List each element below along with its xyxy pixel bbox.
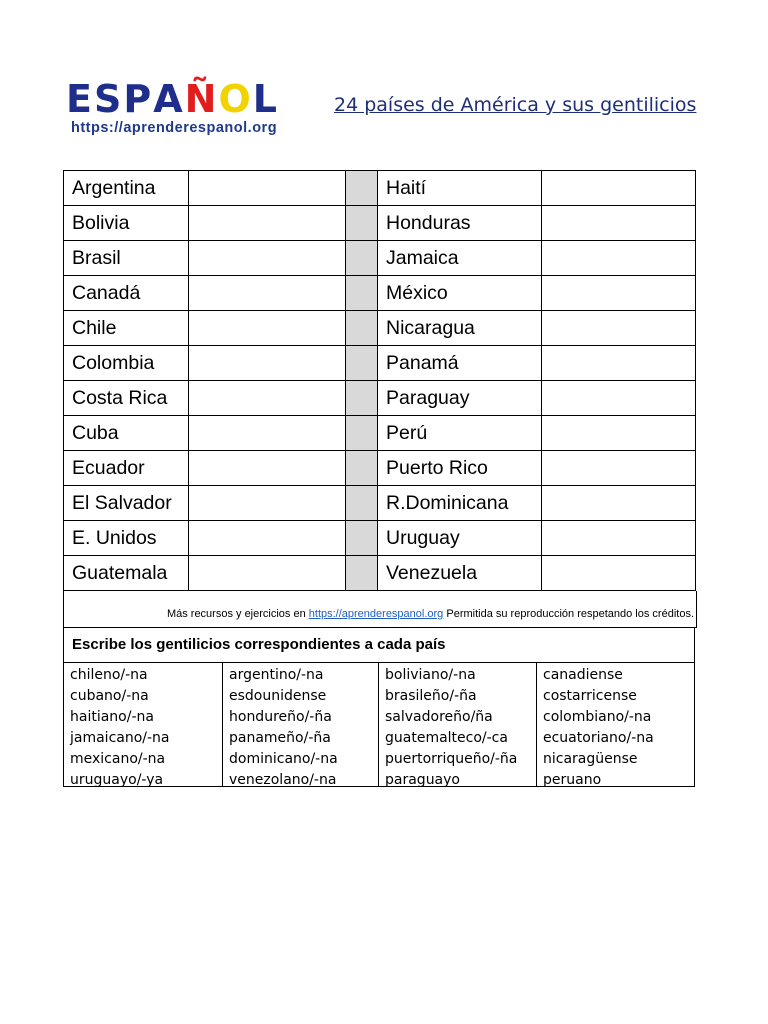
separator-cell bbox=[346, 521, 378, 556]
country-row bbox=[64, 416, 696, 451]
gentilicio-item: chileno/-na bbox=[70, 667, 148, 683]
countries-table bbox=[63, 170, 696, 591]
logo-wordmark bbox=[66, 77, 279, 121]
separator-cell bbox=[346, 451, 378, 486]
answer-cell[interactable] bbox=[189, 171, 346, 206]
logo-letter: L bbox=[252, 77, 279, 121]
country-name: Nicaragua bbox=[378, 311, 542, 346]
country-name: Cuba bbox=[64, 416, 189, 451]
gentilicio-item: mexicano/-na bbox=[70, 751, 166, 767]
country-row bbox=[64, 556, 696, 591]
gentilicio-item: haitiano/-na bbox=[70, 709, 154, 725]
answer-cell[interactable] bbox=[542, 171, 696, 206]
gentilicio-item: venezolano/-na bbox=[229, 772, 337, 788]
answer-cell[interactable] bbox=[542, 556, 696, 591]
gentilicio-item: puertorriqueño/-ña bbox=[385, 751, 518, 767]
separator-cell bbox=[346, 381, 378, 416]
country-row bbox=[64, 521, 696, 556]
country-row bbox=[64, 486, 696, 521]
gentilicio-item: guatemalteco/-ca bbox=[385, 730, 508, 746]
separator-cell bbox=[346, 486, 378, 521]
answer-cell[interactable] bbox=[189, 416, 346, 451]
country-row bbox=[64, 171, 696, 206]
gentilicio-item: argentino/-na bbox=[229, 667, 324, 683]
answer-cell[interactable] bbox=[542, 416, 696, 451]
logo-letter: P bbox=[123, 77, 154, 121]
country-name: R.Dominicana bbox=[378, 486, 542, 521]
gentilicio-item: esdounidense bbox=[229, 688, 327, 704]
gentilicio-item: nicaragüense bbox=[543, 751, 638, 767]
logo bbox=[66, 77, 324, 138]
country-name: Costa Rica bbox=[64, 381, 189, 416]
gentilicio-item: dominicano/-na bbox=[229, 751, 338, 767]
answer-cell[interactable] bbox=[189, 206, 346, 241]
country-name: Uruguay bbox=[378, 521, 542, 556]
gentilicio-item: costarricense bbox=[543, 688, 637, 704]
country-row bbox=[64, 276, 696, 311]
gentilicios-box bbox=[63, 662, 695, 787]
logo-letter: A bbox=[153, 77, 185, 121]
gentilicios-column bbox=[378, 663, 536, 786]
country-name: Brasil bbox=[64, 241, 189, 276]
gentilicio-item: panameño/-ña bbox=[229, 730, 331, 746]
separator-cell bbox=[346, 556, 378, 591]
separator-cell bbox=[346, 346, 378, 381]
gentilicio-item: cubano/-na bbox=[70, 688, 149, 704]
country-row bbox=[64, 311, 696, 346]
answer-cell[interactable] bbox=[189, 241, 346, 276]
answer-cell[interactable] bbox=[542, 241, 696, 276]
separator-cell bbox=[346, 311, 378, 346]
answer-cell[interactable] bbox=[189, 346, 346, 381]
answer-cell[interactable] bbox=[189, 521, 346, 556]
answer-cell[interactable] bbox=[542, 311, 696, 346]
answer-cell[interactable] bbox=[542, 451, 696, 486]
page-title: 24 países de América y sus gentilicios bbox=[334, 94, 697, 116]
gentilicio-item: boliviano/-na bbox=[385, 667, 476, 683]
answer-cell[interactable] bbox=[189, 381, 346, 416]
gentilicio-item: colombiano/-na bbox=[543, 709, 652, 725]
credits-suffix: Permitida su reproducción respetando los créditos. bbox=[443, 608, 694, 620]
gentilicios-column bbox=[64, 663, 222, 786]
country-name: Bolivia bbox=[64, 206, 189, 241]
answer-cell[interactable] bbox=[189, 556, 346, 591]
country-name: Perú bbox=[378, 416, 542, 451]
country-row bbox=[64, 346, 696, 381]
country-name: El Salvador bbox=[64, 486, 189, 521]
answer-cell[interactable] bbox=[189, 276, 346, 311]
answer-cell[interactable] bbox=[189, 311, 346, 346]
country-name: Venezuela bbox=[378, 556, 542, 591]
country-row bbox=[64, 451, 696, 486]
logo-letter: E bbox=[66, 77, 94, 121]
instruction: Escribe los gentilicios correspondientes a cada país bbox=[63, 627, 695, 663]
country-name: Chile bbox=[64, 311, 189, 346]
logo-letter: S bbox=[93, 77, 124, 121]
country-name: Puerto Rico bbox=[378, 451, 542, 486]
country-row bbox=[64, 381, 696, 416]
gentilicio-item: hondureño/-ña bbox=[229, 709, 332, 725]
gentilicio-item: ecuatoriano/-na bbox=[543, 730, 654, 746]
gentilicio-item: salvadoreño/ña bbox=[385, 709, 493, 725]
answer-cell[interactable] bbox=[542, 381, 696, 416]
credits-link[interactable]: https://aprenderespanol.org bbox=[308, 608, 444, 620]
gentilicios-column bbox=[222, 663, 378, 786]
country-name: Guatemala bbox=[64, 556, 189, 591]
gentilicio-item: peruano bbox=[543, 772, 602, 788]
logo-letter: O bbox=[218, 77, 253, 121]
answer-cell[interactable] bbox=[542, 486, 696, 521]
separator-cell bbox=[346, 206, 378, 241]
country-row bbox=[64, 241, 696, 276]
credits-prefix: Más recursos y ejercicios en bbox=[166, 608, 309, 620]
country-name: Paraguay bbox=[378, 381, 542, 416]
country-name: Jamaica bbox=[378, 241, 542, 276]
country-name: Colombia bbox=[64, 346, 189, 381]
answer-cell[interactable] bbox=[542, 276, 696, 311]
country-name: México bbox=[378, 276, 542, 311]
credits-line bbox=[63, 591, 697, 628]
gentilicio-item: canadiense bbox=[543, 667, 623, 683]
country-name: Haití bbox=[378, 171, 542, 206]
country-name: Panamá bbox=[378, 346, 542, 381]
answer-cell[interactable] bbox=[542, 206, 696, 241]
logo-url: https://aprenderespanol.org bbox=[71, 120, 278, 136]
gentilicio-item: jamaicano/-na bbox=[70, 730, 170, 746]
answer-cell[interactable] bbox=[189, 451, 346, 486]
answer-cell[interactable] bbox=[542, 521, 696, 556]
answer-cell[interactable] bbox=[189, 486, 346, 521]
separator-cell bbox=[346, 171, 378, 206]
answer-cell[interactable] bbox=[542, 346, 696, 381]
separator-cell bbox=[346, 241, 378, 276]
country-name: Canadá bbox=[64, 276, 189, 311]
gentilicio-item: uruguayo/-ya bbox=[70, 772, 164, 788]
country-name: Argentina bbox=[64, 171, 189, 206]
logo-letter: Ñ bbox=[184, 77, 219, 121]
gentilicios-column bbox=[536, 663, 694, 786]
country-name: E. Unidos bbox=[64, 521, 189, 556]
country-name: Honduras bbox=[378, 206, 542, 241]
gentilicio-item: paraguayo bbox=[385, 772, 460, 788]
gentilicio-item: brasileño/-ña bbox=[385, 688, 477, 704]
country-row bbox=[64, 206, 696, 241]
separator-cell bbox=[346, 276, 378, 311]
separator-cell bbox=[346, 416, 378, 451]
country-name: Ecuador bbox=[64, 451, 189, 486]
